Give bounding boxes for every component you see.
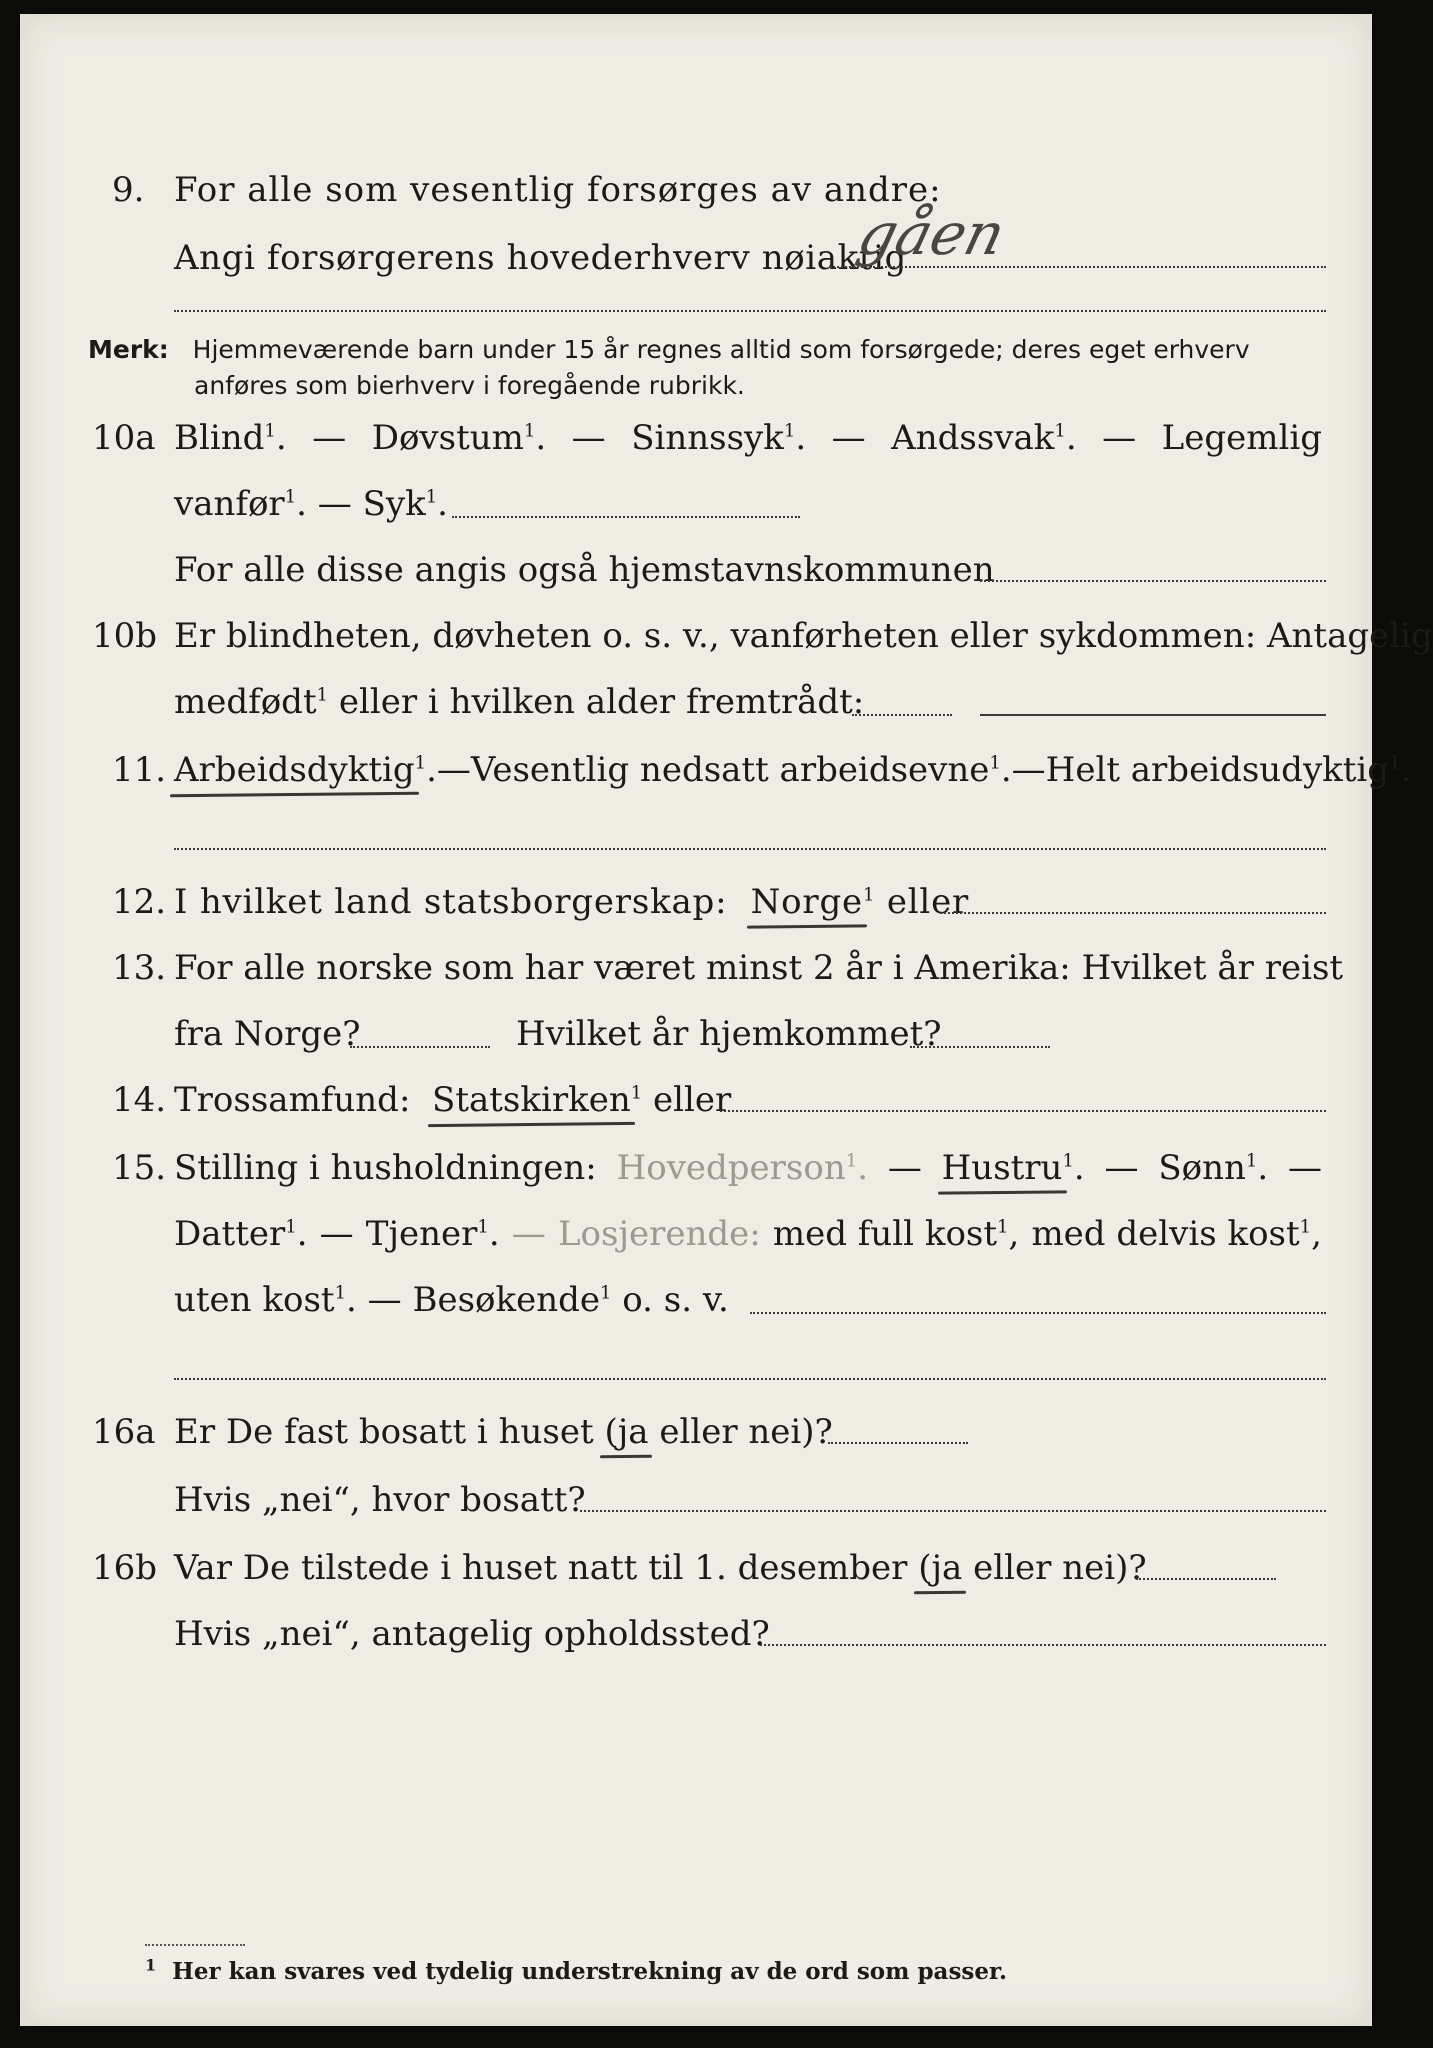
q14-number: 14. — [112, 1080, 167, 1120]
q10b-number: 10b — [92, 616, 158, 656]
q10b-medfodt: medfødt — [174, 682, 317, 722]
q11-extra-line — [174, 848, 1326, 850]
q13-hjemkommet-line — [910, 1046, 1050, 1048]
q10a-syk-line — [452, 516, 800, 518]
q14-text: Trossamfund: — [174, 1080, 411, 1120]
q16b-number: 16b — [92, 1548, 158, 1588]
q12-eller: eller — [886, 882, 970, 922]
q16a-answer-line — [828, 1442, 968, 1444]
q12-norge: Norge — [750, 882, 863, 922]
q13-number: 13. — [112, 948, 167, 988]
q15-number: 15. — [112, 1148, 167, 1188]
q16a-bosatt-line — [580, 1510, 1326, 1512]
q14-eller: eller — [652, 1080, 732, 1120]
q10b-line-dotted — [852, 714, 952, 716]
q10b-text-line1: Er blindheten, døvheten o. s. v., vanførheten eller sykdommen: Antagelig — [174, 616, 1433, 656]
q10a-sinnssyk: Sinnssyk — [631, 418, 784, 458]
q10a-number: 10a — [92, 418, 156, 458]
q9-text-line1: For alle som vesentlig forsørges av andre: — [174, 170, 942, 210]
q15-lead: Stilling i husholdningen: — [174, 1148, 597, 1188]
q15-options-line1: Stilling i husholdningen: Hovedperson$^1$. — Hustru$^1$. — Sønn$^1$. — — [174, 1148, 1322, 1188]
q9-number: 9. — [112, 170, 145, 210]
q10a-hjemstavn-line — [980, 580, 1326, 582]
q14-statskirken: Statskirken — [432, 1080, 631, 1120]
q10b-alder: eller i hvilken alder fremtrådt: — [338, 682, 865, 722]
q11-nedsatt: Vesentlig nedsatt arbeidsevne — [470, 750, 990, 790]
q9-handwritten-answer: gåen — [851, 200, 1012, 268]
q12-answer-line — [940, 912, 1326, 914]
q15-answer-line — [750, 1312, 1326, 1314]
q15-osv: o. s. v. — [622, 1280, 729, 1320]
q12-text: I hvilket land statsborgerskap: — [174, 882, 728, 922]
q10a-vanfor: vanfør — [174, 484, 285, 524]
q13-fra-norge: fra Norge? — [174, 1014, 361, 1054]
q16b-ja: (ja — [918, 1548, 963, 1588]
q15-sonn: Sønn — [1158, 1148, 1246, 1188]
q15-options-line2: Datter$^1$. — Tjener$^1$. — Losjerende: med full kost$^1$, med delvis kost$^1$, — [174, 1214, 1322, 1254]
q15-hustru: Hustru — [941, 1148, 1063, 1188]
q11-udyktig: Helt arbeidsudyktig — [1045, 750, 1390, 790]
footnote — [145, 1955, 1008, 1985]
q15-losjerende: Losjerende: — [557, 1214, 761, 1254]
q10a-options: Blind$^1$. — Døvstum$^1$. — Sinnssyk$^1$. — Andssvak$^1$. — Legemlig — [174, 418, 1322, 458]
footnote-rule — [145, 1944, 245, 1946]
q13-text-line1: For alle norske som har været minst 2 år i Amerika: Hvilket år reist — [174, 948, 1344, 988]
q15-extra-line — [174, 1378, 1326, 1380]
q16b-hvis-nei: Hvis „nei“, antagelig opholdssted? — [174, 1614, 770, 1654]
q15-uten-kost: uten kost — [174, 1280, 335, 1320]
q15-hovedperson: Hovedperson — [616, 1148, 846, 1188]
merk-note — [88, 332, 1322, 404]
q15-besokende: Besøkende — [412, 1280, 600, 1320]
q16b-text: Var De tilstede i huset natt til 1. desember — [174, 1548, 908, 1588]
merk-label: Merk: — [88, 335, 169, 364]
q16a-number: 16a — [92, 1412, 156, 1452]
footnote-mark: 1 — [145, 1955, 157, 1975]
q11-arbeidsdyktig: Arbeidsdyktig — [174, 750, 415, 790]
q15-full-kost: med full kost — [772, 1214, 998, 1254]
q10a-syk: Syk — [362, 484, 426, 524]
q9-text-line2: Angi forsørgerens hovederhverv nøiaktig — [174, 238, 907, 278]
q16a-hvis-nei: Hvis „nei“, hvor bosatt? — [174, 1480, 586, 1520]
q11-options: Arbeidsdyktig$^1$. — Vesentlig nedsatt arbeidsevne$^1$. — Helt arbeidsudyktig$^1$. — [174, 750, 1412, 790]
merk-line2: anføres som bierhverv i foregående rubrikk. — [194, 371, 745, 400]
q10b-line-solid — [980, 714, 1326, 716]
q15-tjener: Tjener — [365, 1214, 478, 1254]
q9-extra-line — [174, 310, 1326, 312]
census-form-page: 9. For alle som vesentlig forsørges av andre: Angi forsørgerens hovederhverv nøiaktig gåen Merk: Hjemmeværende barn under 15 år regnes alltid som forsørgede; deres eget erhverv anføres som bierhverv i foregående rubrikk. 10a Blind$^1$. — Døvstum$^1$. — Sinnssyk$^1$. — Andssvak$^1$. — Legemlig vanfør$^1$. — Syk$^1$. For alle disse angis også hjemstavnskommunen 10b Er blindheten, døvheten o. s. v., vanførheten eller sykdommen: Antagelig medfødt$^1$ eller i hvilken alder fremtrådt: 11. Arbeidsdyktig$^1$. — Vesentlig nedsatt arbeidsevne$^1$. — Helt arbeidsudyktig$^1$. 12. I hvilket land statsborgerskap: Norge$^1$ eller 13. For alle norske som har været minst 2 år i Amerika: Hvilket år reist fra Norge? Hvilket år hjemkommet? 14. Trossamfund: Statskirken$^1$ eller 15. Stilling i husholdningen: Hovedperson$^1$. — Hustru$^1$. — Sønn$^1$. — Datter$^1$. — Tjener$^1$. — Losjerende: med full kost$^1$, med delvis kost$^1$, uten kost$^1$. — Besøkende$^1$ o. s. v. 16a Er De fast bosatt i huset (ja eller nei)? Hvis „nei“, hvor bosatt? 16b Var De tilstede i huset natt til 1. desember (ja eller nei)? Hvis „nei“, antagelig opholdssted? $^1$ Her kan svares ved tydelig understrekning av de ord som passer. — [20, 14, 1372, 2026]
q10a-legemlig: Legemlig — [1161, 418, 1322, 458]
q13-reist-line — [350, 1046, 490, 1048]
q10a-dovstum: Døvstum — [371, 418, 524, 458]
q16a-text: Er De fast bosatt i huset — [174, 1412, 594, 1452]
q10a-andssvak: Andssvak — [891, 418, 1055, 458]
merk-line1: Hjemmeværende barn under 15 år regnes alltid som forsørgede; deres eget erhverv — [192, 335, 1250, 364]
q12-number: 12. — [112, 882, 167, 922]
q16b-answer-line — [1136, 1578, 1276, 1580]
q16b-opholdssted-line — [760, 1644, 1326, 1646]
q11-number: 11. — [112, 750, 167, 790]
q15-delvis-kost: med delvis kost — [1031, 1214, 1300, 1254]
footnote-text: Her kan svares ved tydelig understrekning av de ord som passer. — [172, 1958, 1008, 1985]
q16a-ja: (ja — [604, 1412, 649, 1452]
q14-answer-line — [720, 1110, 1326, 1112]
q10a-hjemstavn-text: For alle disse angis også hjemstavnskommunen — [174, 550, 995, 590]
q13-hjemkommet: Hvilket år hjemkommet? — [516, 1014, 942, 1054]
q10a-blind: Blind — [174, 418, 265, 458]
q15-datter: Datter — [174, 1214, 286, 1254]
